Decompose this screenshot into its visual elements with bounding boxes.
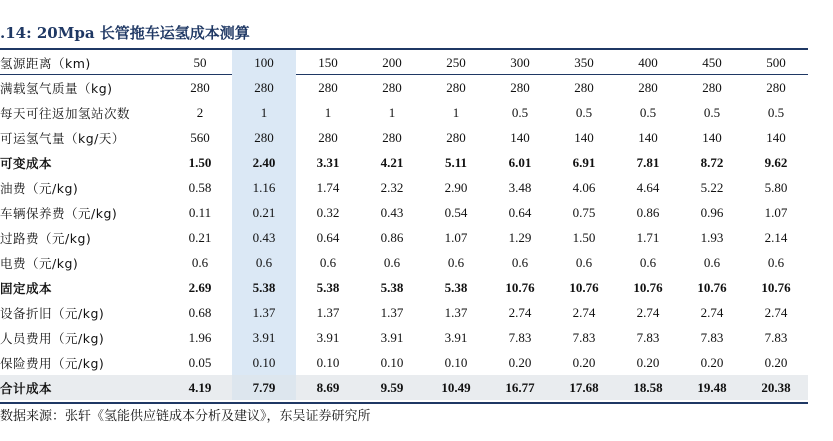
value-cell: 3.48 bbox=[508, 179, 532, 195]
value-cell: 2.74 bbox=[572, 304, 596, 320]
value-cell: 0.20 bbox=[636, 354, 660, 370]
value-cell: 140 bbox=[510, 129, 530, 145]
value-cell: 0.43 bbox=[380, 204, 404, 220]
value-cell: 0.6 bbox=[255, 254, 273, 270]
value-cell: 0.5 bbox=[767, 104, 785, 120]
value-cell: 0.96 bbox=[700, 204, 724, 220]
value-cell: 280 bbox=[190, 79, 210, 95]
value-cell: 0.75 bbox=[572, 204, 596, 220]
header-row bbox=[0, 50, 808, 75]
row-label: 人员费用（元/kg) bbox=[0, 330, 105, 346]
value-cell: 280 bbox=[254, 79, 274, 95]
value-cell: 0.5 bbox=[703, 104, 721, 120]
value-cell: 1 bbox=[452, 104, 460, 120]
value-cell: 2.40 bbox=[252, 154, 276, 170]
value-cell: 0.54 bbox=[444, 204, 468, 220]
value-cell: 0.6 bbox=[767, 254, 785, 270]
value-cell: 0.5 bbox=[575, 104, 593, 120]
value-cell: 280 bbox=[382, 79, 402, 95]
row-label: 固定成本 bbox=[0, 280, 53, 296]
table-row bbox=[0, 75, 808, 100]
value-cell: 2.74 bbox=[508, 304, 532, 320]
value-cell: 2.32 bbox=[380, 179, 404, 195]
value-cell: 140 bbox=[574, 129, 594, 145]
value-cell: 1.37 bbox=[252, 304, 276, 320]
table-row bbox=[0, 350, 808, 375]
value-cell: 280 bbox=[446, 129, 466, 145]
value-cell: 560 bbox=[190, 129, 210, 145]
row-label: 满载氢气质量（kg) bbox=[0, 80, 113, 96]
value-cell: 1.50 bbox=[572, 229, 596, 245]
value-cell: 0.21 bbox=[188, 229, 212, 245]
value-cell: 280 bbox=[638, 79, 658, 95]
row-label: 保险费用（元/kg) bbox=[0, 355, 105, 371]
value-cell: 1 bbox=[260, 104, 268, 120]
value-cell: 2.74 bbox=[764, 304, 788, 320]
value-cell: 280 bbox=[574, 79, 594, 95]
table-body bbox=[0, 75, 808, 400]
value-cell: 1 bbox=[388, 104, 396, 120]
value-cell: 0.64 bbox=[508, 204, 532, 220]
value-cell: 10.76 bbox=[761, 279, 791, 295]
value-cell: 280 bbox=[318, 79, 338, 95]
table-row bbox=[0, 300, 808, 325]
table-row bbox=[0, 175, 808, 200]
value-cell: 5.11 bbox=[444, 154, 468, 170]
row-label: 过路费（元/kg) bbox=[0, 230, 92, 246]
row-label: 油费（元/kg) bbox=[0, 180, 79, 196]
row-label: 设备折旧（元/kg) bbox=[0, 305, 105, 321]
value-cell: 7.83 bbox=[572, 329, 596, 345]
table-row bbox=[0, 125, 808, 150]
table-row bbox=[0, 200, 808, 225]
row-label: 可变成本 bbox=[0, 155, 53, 171]
value-cell: 0.20 bbox=[572, 354, 596, 370]
value-cell: 2.90 bbox=[444, 179, 468, 195]
value-cell: 0.86 bbox=[636, 204, 660, 220]
row-label: 可运氢气量（kg/天） bbox=[0, 130, 125, 146]
value-cell: 19.48 bbox=[680, 375, 744, 400]
value-cell: 0.10 bbox=[316, 354, 340, 370]
value-cell: 9.62 bbox=[764, 154, 788, 170]
value-cell: 4.21 bbox=[380, 154, 404, 170]
value-cell: 7.83 bbox=[764, 329, 788, 345]
value-cell: 280 bbox=[702, 79, 722, 95]
value-cell: 10.76 bbox=[569, 279, 599, 295]
table-row bbox=[0, 250, 808, 275]
value-cell: 4.06 bbox=[572, 179, 596, 195]
value-cell: 10.49 bbox=[424, 375, 488, 400]
value-cell: 3.91 bbox=[380, 329, 404, 345]
header-distance-cell: 150 bbox=[318, 54, 338, 70]
value-cell: 7.83 bbox=[700, 329, 724, 345]
value-cell: 3.31 bbox=[316, 154, 340, 170]
header-distance-cell: 250 bbox=[446, 54, 466, 70]
header-distance-cell: 50 bbox=[193, 54, 207, 70]
value-cell: 280 bbox=[382, 129, 402, 145]
value-cell: 1.07 bbox=[764, 204, 788, 220]
value-cell: 20.38 bbox=[744, 375, 808, 400]
value-cell: 1.71 bbox=[636, 229, 660, 245]
value-cell: 140 bbox=[766, 129, 786, 145]
value-cell: 7.83 bbox=[508, 329, 532, 345]
value-cell: 280 bbox=[254, 129, 274, 145]
value-cell: 0.6 bbox=[575, 254, 593, 270]
value-cell: 280 bbox=[766, 79, 786, 95]
value-cell: 140 bbox=[638, 129, 658, 145]
value-cell: 5.38 bbox=[252, 279, 276, 295]
value-cell: 2.69 bbox=[188, 279, 212, 295]
value-cell: 1.96 bbox=[188, 329, 212, 345]
table-title: .14: 20Mpa 长管拖车运氢成本测算 bbox=[0, 24, 250, 42]
value-cell: 0.58 bbox=[188, 179, 212, 195]
table-row bbox=[0, 325, 808, 350]
value-cell: 0.86 bbox=[380, 229, 404, 245]
value-cell: 0.10 bbox=[380, 354, 404, 370]
value-cell: 10.76 bbox=[697, 279, 727, 295]
row-label: 电费（元/kg) bbox=[0, 255, 79, 271]
value-cell: 0.6 bbox=[383, 254, 401, 270]
value-cell: 0.64 bbox=[316, 229, 340, 245]
value-cell: 2.14 bbox=[764, 229, 788, 245]
value-cell: 7.79 bbox=[232, 375, 296, 400]
value-cell: 4.19 bbox=[168, 375, 232, 400]
value-cell: 0.6 bbox=[703, 254, 721, 270]
value-cell: 0.6 bbox=[191, 254, 209, 270]
row-label: 车辆保养费（元/kg) bbox=[0, 205, 118, 221]
value-cell: 0.6 bbox=[447, 254, 465, 270]
header-distance-cell: 100 bbox=[254, 54, 274, 70]
value-cell: 3.91 bbox=[444, 329, 468, 345]
total-row bbox=[0, 375, 808, 400]
value-cell: 140 bbox=[702, 129, 722, 145]
value-cell: 1.37 bbox=[444, 304, 468, 320]
value-cell: 5.38 bbox=[380, 279, 404, 295]
value-cell: 8.72 bbox=[700, 154, 724, 170]
value-cell: 1.16 bbox=[252, 179, 276, 195]
value-cell: 0.20 bbox=[508, 354, 532, 370]
value-cell: 10.76 bbox=[505, 279, 535, 295]
row-label: 每天可往返加氢站次数 bbox=[0, 105, 131, 121]
value-cell: 1.37 bbox=[380, 304, 404, 320]
value-cell: 1.29 bbox=[508, 229, 532, 245]
bottom-rule bbox=[0, 402, 808, 404]
table-row bbox=[0, 275, 808, 300]
value-cell: 9.59 bbox=[360, 375, 424, 400]
value-cell: 5.22 bbox=[700, 179, 724, 195]
table-row bbox=[0, 225, 808, 250]
value-cell: 1.07 bbox=[444, 229, 468, 245]
value-cell: 0.6 bbox=[639, 254, 657, 270]
header-label-cell: 氢源距离（km) bbox=[0, 55, 91, 71]
header-distance-cell: 450 bbox=[702, 54, 722, 70]
value-cell: 0.10 bbox=[252, 354, 276, 370]
table-row bbox=[0, 150, 808, 175]
value-cell: 280 bbox=[510, 79, 530, 95]
value-cell: 5.38 bbox=[316, 279, 340, 295]
value-cell: 0.20 bbox=[764, 354, 788, 370]
value-cell: 280 bbox=[318, 129, 338, 145]
value-cell: 5.38 bbox=[444, 279, 468, 295]
value-cell: 5.80 bbox=[764, 179, 788, 195]
value-cell: 1.74 bbox=[316, 179, 340, 195]
value-cell: 17.68 bbox=[552, 375, 616, 400]
value-cell: 7.81 bbox=[636, 154, 660, 170]
cost-table bbox=[0, 50, 808, 400]
value-cell: 1 bbox=[324, 104, 332, 120]
value-cell: 8.69 bbox=[296, 375, 360, 400]
value-cell: 2.74 bbox=[636, 304, 660, 320]
value-cell: 7.83 bbox=[636, 329, 660, 345]
value-cell: 4.64 bbox=[636, 179, 660, 195]
value-cell: 2.74 bbox=[700, 304, 724, 320]
value-cell: 0.10 bbox=[444, 354, 468, 370]
value-cell: 0.68 bbox=[188, 304, 212, 320]
value-cell: 280 bbox=[446, 79, 466, 95]
value-cell: 2 bbox=[196, 104, 204, 120]
value-cell: 6.91 bbox=[572, 154, 596, 170]
value-cell: 0.6 bbox=[511, 254, 529, 270]
header-distance-cell: 200 bbox=[382, 54, 402, 70]
value-cell: 1.50 bbox=[188, 154, 212, 170]
value-cell: 0.21 bbox=[252, 204, 276, 220]
value-cell: 0.11 bbox=[188, 204, 212, 220]
header-distance-cell: 500 bbox=[766, 54, 786, 70]
value-cell: 0.05 bbox=[188, 354, 212, 370]
row-label: 合计成本 bbox=[0, 375, 168, 400]
value-cell: 3.91 bbox=[252, 329, 276, 345]
value-cell: 6.01 bbox=[508, 154, 532, 170]
value-cell: 1.37 bbox=[316, 304, 340, 320]
source-note: 数据来源：张轩《氢能供应链成本分析及建议》，东吴证券研究所 bbox=[0, 409, 371, 424]
value-cell: 18.58 bbox=[616, 375, 680, 400]
value-cell: 0.5 bbox=[511, 104, 529, 120]
header-distance-cell: 300 bbox=[510, 54, 530, 70]
value-cell: 10.76 bbox=[633, 279, 663, 295]
header-distance-cell: 400 bbox=[638, 54, 658, 70]
value-cell: 0.43 bbox=[252, 229, 276, 245]
value-cell: 3.91 bbox=[316, 329, 340, 345]
value-cell: 0.32 bbox=[316, 204, 340, 220]
value-cell: 0.5 bbox=[639, 104, 657, 120]
value-cell: 16.77 bbox=[488, 375, 552, 400]
value-cell: 0.6 bbox=[319, 254, 337, 270]
table-row bbox=[0, 100, 808, 125]
value-cell: 0.20 bbox=[700, 354, 724, 370]
value-cell: 1.93 bbox=[700, 229, 724, 245]
header-distance-cell: 350 bbox=[574, 54, 594, 70]
